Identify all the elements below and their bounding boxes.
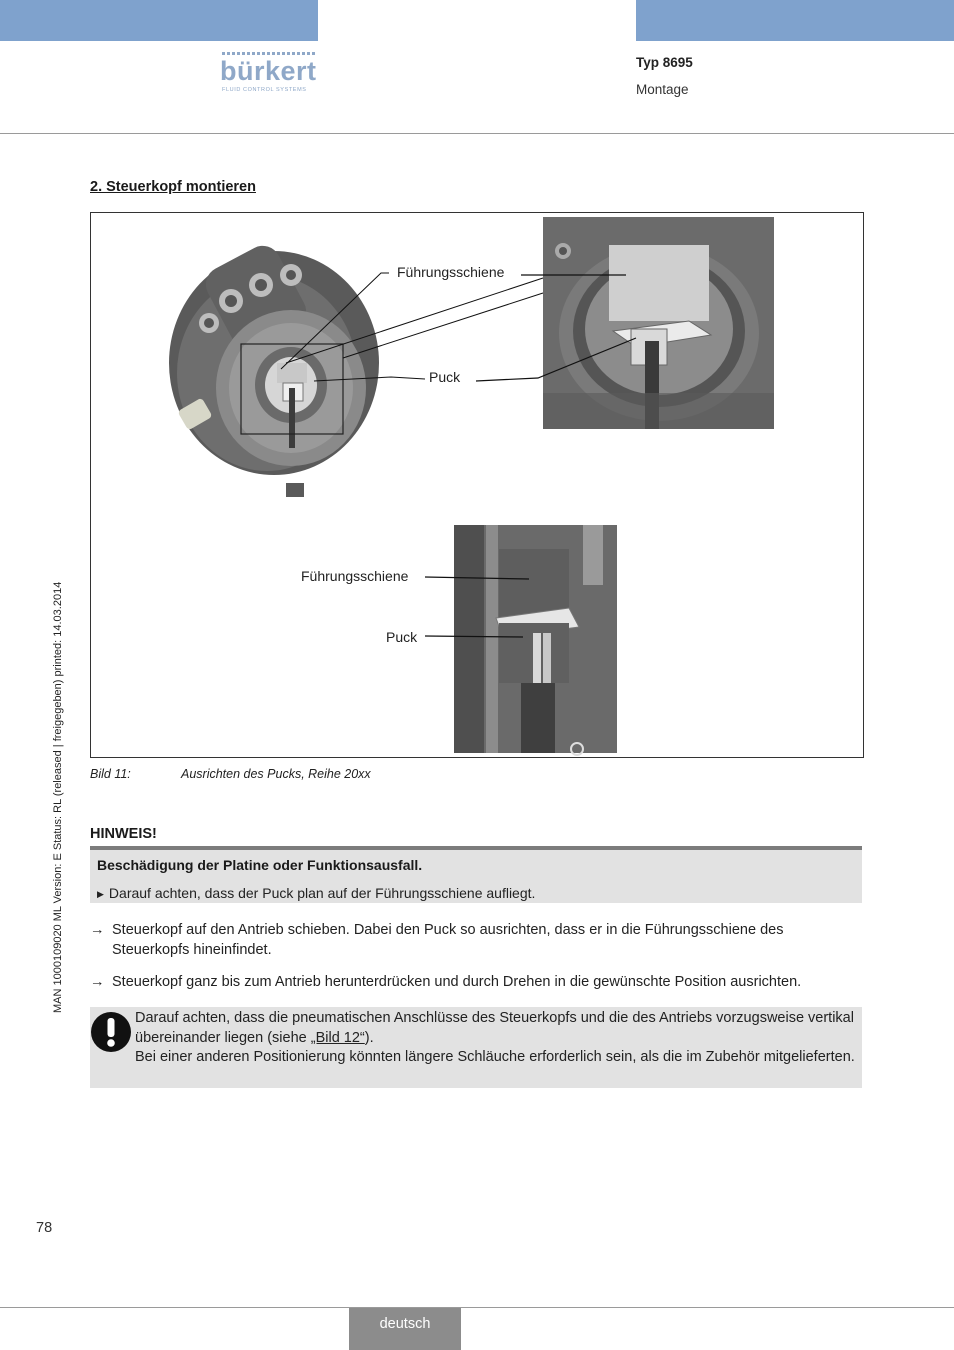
- burkert-logo: [220, 56, 320, 96]
- exclamation-icon: [90, 1011, 132, 1053]
- notice-bullet: [97, 885, 535, 901]
- notice-box: [90, 846, 862, 903]
- figure-frame: [90, 212, 864, 758]
- figure-illustration: [91, 213, 863, 757]
- callout-bottom-rail: Führungsschiene: [301, 568, 409, 584]
- control-head-overview: [169, 239, 379, 497]
- warning-text: [135, 1009, 855, 1068]
- notice-headline: Beschädigung der Platine oder Funktionsausfall.: [97, 857, 423, 873]
- notice-bullet-text: Darauf achten, dass der Puck plan auf der Führungsschiene aufliegt.: [108, 885, 536, 901]
- detail-view-bottom: [454, 525, 617, 755]
- detail-view-top: [543, 217, 774, 429]
- arrow-right-icon: →: [90, 922, 105, 938]
- logo-tagline: FLUID CONTROL SYSTEMS: [222, 87, 307, 93]
- warning-box: [90, 1007, 862, 1088]
- bullet-triangle-icon: ▶: [97, 889, 104, 899]
- header-divider: [0, 133, 954, 134]
- figure-reference-link[interactable]: „Bild 12“: [310, 1029, 365, 1046]
- zoom-connector-2: [343, 293, 543, 358]
- section-heading: 2. Steuerkopf montieren: [90, 179, 256, 195]
- callout-top-rail: Führungsschiene: [397, 264, 505, 280]
- page-number: 78: [36, 1220, 53, 1236]
- warning-text-line2: Bei einer anderen Positionierung könnten längere Schläuche erforderlich sein, als die im Zubehör mitgelieferten.: [135, 1049, 855, 1065]
- header-bar-left: [0, 0, 318, 41]
- warning-text-part2: ).: [364, 1029, 374, 1046]
- document-metadata-vertical: MAN 1000109020 ML Version: E Status: RL (released | freigegeben) printed: 14.03.2014: [52, 581, 64, 1013]
- figure-caption-label: Bild 11:: [90, 767, 131, 781]
- document-type: Typ 8695: [636, 55, 693, 70]
- logo-word: bürkert: [220, 56, 317, 86]
- warning-text-part1: Darauf achten, dass die pneumatischen Anschlüsse des Steuerkopfs und die des Antriebs vorzugsweise vertikal übereinander liegen (siehe: [135, 1010, 854, 1046]
- step-text: Steuerkopf auf den Antrieb schieben. Dabei den Puck so ausrichten, dass er in die Führungsschiene des Steuerkopfs hineinfindet.: [112, 922, 784, 958]
- step-text: Steuerkopf ganz bis zum Antrieb herunterdrücken und durch Drehen in die gewünschte Position ausrichten.: [112, 974, 802, 990]
- language-tab: deutsch: [349, 1308, 461, 1350]
- notice-title: HINWEIS!: [90, 826, 157, 842]
- callout-bottom-puck: Puck: [386, 629, 418, 645]
- header-bar-right: [636, 0, 954, 41]
- callout-top-puck: Puck: [429, 369, 461, 385]
- figure-caption-text: Ausrichten des Pucks, Reihe 20xx: [181, 767, 371, 781]
- arrow-right-icon: →: [90, 974, 105, 990]
- footer-divider: [0, 1307, 954, 1308]
- document-section: Montage: [636, 82, 689, 97]
